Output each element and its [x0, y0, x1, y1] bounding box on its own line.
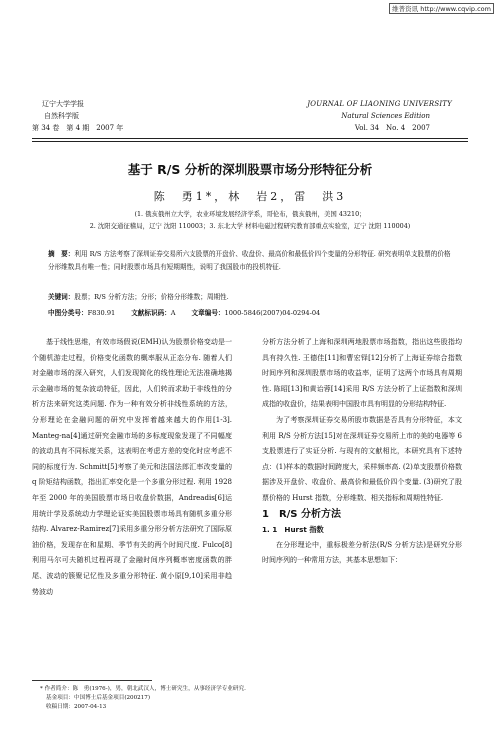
header-rule	[32, 138, 468, 139]
journal-issue-cn: 第 34 卷 第 4 期 2007 年	[32, 124, 124, 132]
keywords-label: 关键词：	[48, 293, 75, 301]
clc-label: 中图分类号：	[48, 309, 88, 317]
body-column-left	[32, 335, 232, 600]
doc-code-label: 文献标识码：	[131, 309, 171, 317]
body-paragraph: 基于线性思维，有效市场假说(EMH)认为股票价格变动是一个随机游走过程，价格变化函数的概率服从正态分布. 随着人们对金融市场的深入研究，人们发现简化的线性理论无法准确地揭示金融市场的复杂波动特征，因此，人们转而求助于非线性的分析方法来研究这类问题. 作为一种有效分析非线性系统的方法，分形理论在金融问题的研究中发挥着越来越大的作用[1-3]. Manteg-na[4]通过研究金融市场的多标度现象发现了不同幅度的波动具有不同标度关系，这表明在考虑方差的变化时应考虑不同的标度行为. Schmitt[5]考察了美元和法国法郎汇率改变量的 q 阶矩结构函数，指出汇率变化是一个多重分形过程. 利用 1928 年至 2000 年的美国股票市场日收盘价数据，Andreadis[6]运用统计学及系统动力学理论证实美国股票市场具有随机多重分形结构. Alvarez-Ramirez[7]采用多重分形分析方法研究了国际原油价格，发现存在和星期、季节有关的两个时间尺度. Fulco[8]利用马尔可夫随机过程再现了金融时间序列概率密度函数的胖尾、波动的簇聚记忆性及多重分形特征. 黄小原[9,10]采用非趋势波动	[32, 338, 232, 596]
body-column-right	[262, 335, 462, 569]
abstract	[48, 248, 452, 274]
article-title: 基于 R/S 分析的深圳股票市场分形特征分析	[127, 162, 373, 177]
section-heading: 1 R/S 分析方法	[262, 508, 341, 520]
journal-edition-cn: 自然科学版	[44, 112, 79, 120]
abstract-label: 摘 要：	[48, 250, 75, 258]
watermark: 维普资讯 http://www.cqvip.com	[389, 3, 494, 14]
journal-name-cn: 辽宁大学学报	[42, 100, 84, 108]
footnote-fund: 基金项目：中国博士后基金项目(200217)	[46, 695, 151, 701]
abstract-text: 利用 R/S 方法考察了深圳证券交易所六支股票的开盘价、收盘价、最高价和最低价四个变量的分形特征. 研究表明单支股票的价格分形维数具有唯一性；同时股票市场具有短期期性，说明了我国股市的投机特征.	[48, 250, 451, 271]
doc-code-value: A	[170, 309, 176, 317]
journal-issue-en: Vol. 34 No. 4 2007	[354, 124, 430, 132]
affiliation-1: (1. 俄亥俄州立大学，农业环境发展经济学系，哥伦布，俄亥俄州，美国 43210；	[134, 210, 366, 218]
keywords	[48, 291, 452, 301]
journal-header-cn	[32, 98, 123, 134]
journal-name-en: JOURNAL OF LIAONING UNIVERSITY	[307, 100, 452, 108]
header-rule-thin	[32, 141, 468, 142]
body-paragraph: 为了考察深圳证券交易所股市数据是否具有分形特征，本文利用 R/S 分析方法[15]对在深圳证券交易所上市的美的电器等 6 支股票进行了实证分析. 与现有的文献相比，本研究具有下述特点：(1)样本的数据时间跨度大，采样频率高. (2)单支股票价格数据涉及开盘价、收盘价、最高价和最低价四个变量. (3)研究了股票价格的 Hurst 指数，分形维数、相关指标和周期性特征.	[262, 415, 462, 502]
footnote-author: * 作者简介：陈 勇(1976-)，男，朝北武汉人，博士研究生，从事经济学专业研究.	[40, 686, 246, 692]
classification-line	[48, 307, 452, 317]
journal-header-en	[307, 98, 452, 134]
body-paragraph: 分析方法分析了上海和深圳两地股票市场指数，指出这些股指均具有持久性. 王德佳[11]和曹宏铎[12]分析了上海证券综合指数时间序列和深圳股票市场的收益率，证明了这两个市场具有周期性. 陈昭[13]和黄诒蓉[14]采用 R/S 方法分析了上证指数和深圳成指的收盘价，结果表明中国股市具有明显的分形结构特征.	[262, 338, 462, 409]
subsection-heading: 1. 1 Hurst 指数	[262, 525, 324, 535]
article-authors: 陈 勇1*，林 岩2，雷 洪3	[153, 190, 347, 203]
footnote-rule	[32, 680, 152, 681]
article-affiliations	[0, 208, 500, 232]
affiliation-2: 2. 沈阳交通征稽局，辽宁 沈阳 110003；3. 东北大学 材料电磁过程研究教育部重点实验室，辽宁 沈阳 110004)	[89, 222, 411, 230]
article-id-label: 文章编号：	[191, 309, 225, 317]
journal-edition-en: Natural Sciences Edition	[341, 112, 430, 120]
body-paragraph: 在分形理论中，重标极差分析法(R/S 分析方法)是研究分形时间序列的一种常用方法，其基本思想如下：	[262, 540, 462, 565]
keywords-text: 股票；R/S 分析方法；分形；价格分形维数；周期性.	[74, 293, 229, 301]
footnote-date: 收稿日期：2007-04-13	[46, 704, 107, 710]
footnote	[40, 685, 246, 712]
clc-value: F830.91	[87, 309, 116, 317]
article-id-value: 1000-5846(2007)04-0294-04	[224, 309, 321, 317]
